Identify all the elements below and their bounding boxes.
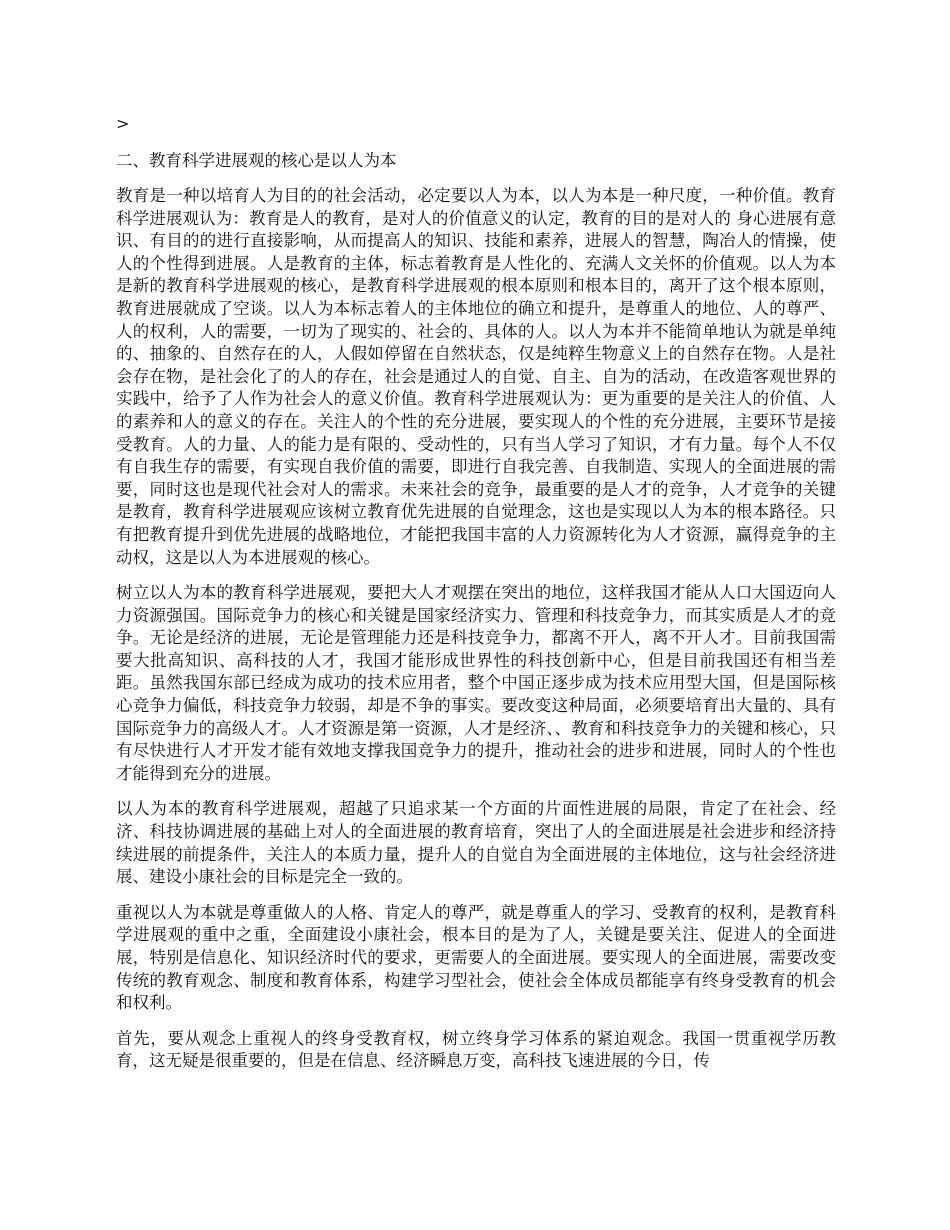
document-page bbox=[116, 114, 836, 1086]
paragraph-2: 树立以人为本的教育科学进展观，要把大人才观摆在突出的地位，这样我国才能从人口大国迈向人力资源强国。国际竞争力的核心和关键是国家经济实力、管理和科技竞争力，而其实质是人才的竞争。无论是经济的进展，无论是管理能力还是科技竞争力，都离不开人，离不开人才。目前我国需要大批高知识、高科技的人才，我国才能形成世界性的科技创新中心，但是目前我国还有相当差距。虽然我国东部已经成为成功的技术应用者，整个中国正逐步成为技术应用型大国，但是国际核心竞争力偏低，科技竞争力较弱，却是不争的事实。要改变这种局面，必须要培育出大量的、具有国际竞争力的高级人才。人才资源是第一资源，人才是经济、、教育和科技竞争力的关键和核心，只有尽快进行人才开发才能有效地支撑我国竞争力的提升，推动社会的进步和进展，同时人的个性也才能得到充分的进展。 bbox=[116, 583, 836, 783]
paragraph-3: 以人为本的教育科学进展观，超越了只追求某一个方面的片面性进展的局限，肯定了在社会、经济、科技协调进展的基础上对人的全面进展的教育培育，突出了人的全面进展是社会进步和经济持续进展的前提条件，关注人的本质力量，提升人的自觉自为全面进展的主体地位，这与社会经济进展、建设小康社会的目标是完全一致的。 bbox=[116, 799, 836, 887]
paragraph-1: 教育是一种以培育人为目的的社会活动，必定要以人为本，以人为本是一种尺度，一种价值。教育科学进展观认为：教育是人的教育，是对人的价值意义的认定，教育的目的是对人的 身心进展有意识、有目的的进行直接影响，从而提高人的知识、技能和素养，进展人的智慧，陶冶人的情操，使人的个性得到进展。人是教育的主体，标志着教育是人性化的、充满人文关怀的价值观。以人为本是新的教育科学进展观的核心，是教育科学进展观的根本原则和根本目的，离开了这个根本原则，教育进展就成了空谈。以人为本标志着人的主体地位的确立和提升，是尊重人的地位、人的尊严、人的权利，人的需要，一切为了现实的、社会的、具体的人。以人为本并不能简单地认为就是单纯的、抽象的、自然存在的人，人假如停留在自然状态，仅是纯粹生物意义上的自然存在物。人是社会存在物，是社会化了的人的存在，社会是通过人的自觉、自主、自为的活动，在改造客观世界的实践中，给予了人作为社会人的意义价值。教育科学进展观认为：更为重要的是关注人的价值、人的素养和人的意义的存在。关注人的个性的充分进展，要实现人的个性的充分进展，主要环节是接受教育。人的力量、人的能力是有限的、受动性的，只有当人学习了知识，才有力量。每个人不仅有自我生存的需要，有实现自我价值的需要，即进行自我完善、自我制造、实现人的全面进展的需要，同时这也是现代社会对人的需求。未来社会的竞争，最重要的是人才的竞争，人才竞争的关键是教育，教育科学进展观应该树立教育优先进展的自觉理念，这也是实现以人为本的根本路径。只有把教育提升到优先进展的战略地位，才能把我国丰富的人力资源转化为人才资源，赢得竞争的主动权，这是以人为本进展观的核心。 bbox=[116, 186, 836, 567]
section-heading: 二、教育科学进展观的核心是以人为本 bbox=[116, 151, 397, 170]
paragraph-5: 首先，要从观念上重视人的终身受教育权，树立终身学习体系的紧迫观念。我国一贯重视学历教育，这无疑是很重要的，但是在信息、经济瞬息万变，高科技飞速进展的今日，传 bbox=[116, 1028, 836, 1071]
paragraph-4: 重视以人为本就是尊重做人的人格、肯定人的尊严，就是尊重人的学习、受教育的权利，是教育科学进展观的重中之重，全面建设小康社会，根本目的是为了人，关键是要关注、促进人的全面进展，特别是信息化、知识经济时代的要求，更需要人的全面进展。要实现人的全面进展，需要改变传统的教育观念、制度和教育体系，构建学习型社会，使社会全体成员都能享有终身受教育的机会和权利。 bbox=[116, 902, 836, 1013]
list-marker: > bbox=[116, 114, 130, 133]
